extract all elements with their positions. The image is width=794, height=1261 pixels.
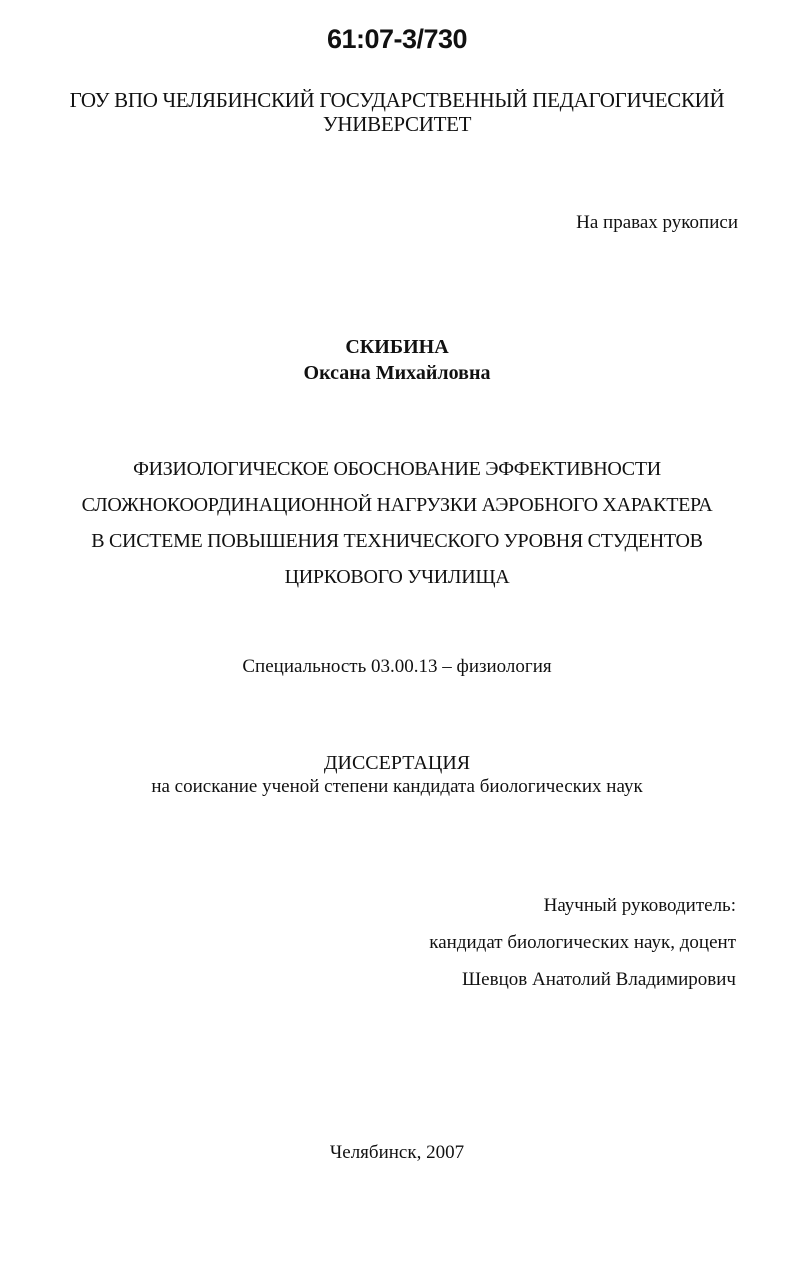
institution-name-line2: УНИВЕРСИТЕТ <box>322 112 472 136</box>
specialty: Специальность 03.00.13 – физиология <box>242 656 552 677</box>
catalog-number: 61:07-3/730 <box>326 24 468 54</box>
supervisor-title: кандидат биологических наук, доцент <box>429 932 736 953</box>
manuscript-note: На правах рукописи <box>576 212 738 233</box>
supervisor-label: Научный руководитель: <box>543 895 736 916</box>
dissertation-title-line1: ФИЗИОЛОГИЧЕСКОЕ ОБОСНОВАНИЕ ЭФФЕКТИВНОСТИ <box>133 458 661 480</box>
dissertation-degree: на соискание ученой степени кандидата биологических наук <box>151 776 643 797</box>
supervisor-name: Шевцов Анатолий Владимирович <box>462 969 736 990</box>
city-year: Челябинск, 2007 <box>329 1142 465 1163</box>
dissertation-title-line3: В СИСТЕМЕ ПОВЫШЕНИЯ ТЕХНИЧЕСКОГО УРОВНЯ СТУДЕНТОВ <box>91 530 703 552</box>
dissertation-type: ДИССЕРТАЦИЯ <box>323 752 471 774</box>
author-surname: СКИБИНА <box>345 336 449 358</box>
dissertation-title-line4: ЦИРКОВОГО УЧИЛИЩА <box>284 566 510 588</box>
dissertation-title-line2: СЛОЖНОКООРДИНАЦИОННОЙ НАГРУЗКИ АЭРОБНОГО ХАРАКТЕРА <box>81 494 713 516</box>
author-name: Оксана Михайловна <box>303 362 491 384</box>
institution-name-line1: ГОУ ВПО ЧЕЛЯБИНСКИЙ ГОСУДАРСТВЕННЫЙ ПЕДАГОГИЧЕСКИЙ <box>69 88 725 112</box>
